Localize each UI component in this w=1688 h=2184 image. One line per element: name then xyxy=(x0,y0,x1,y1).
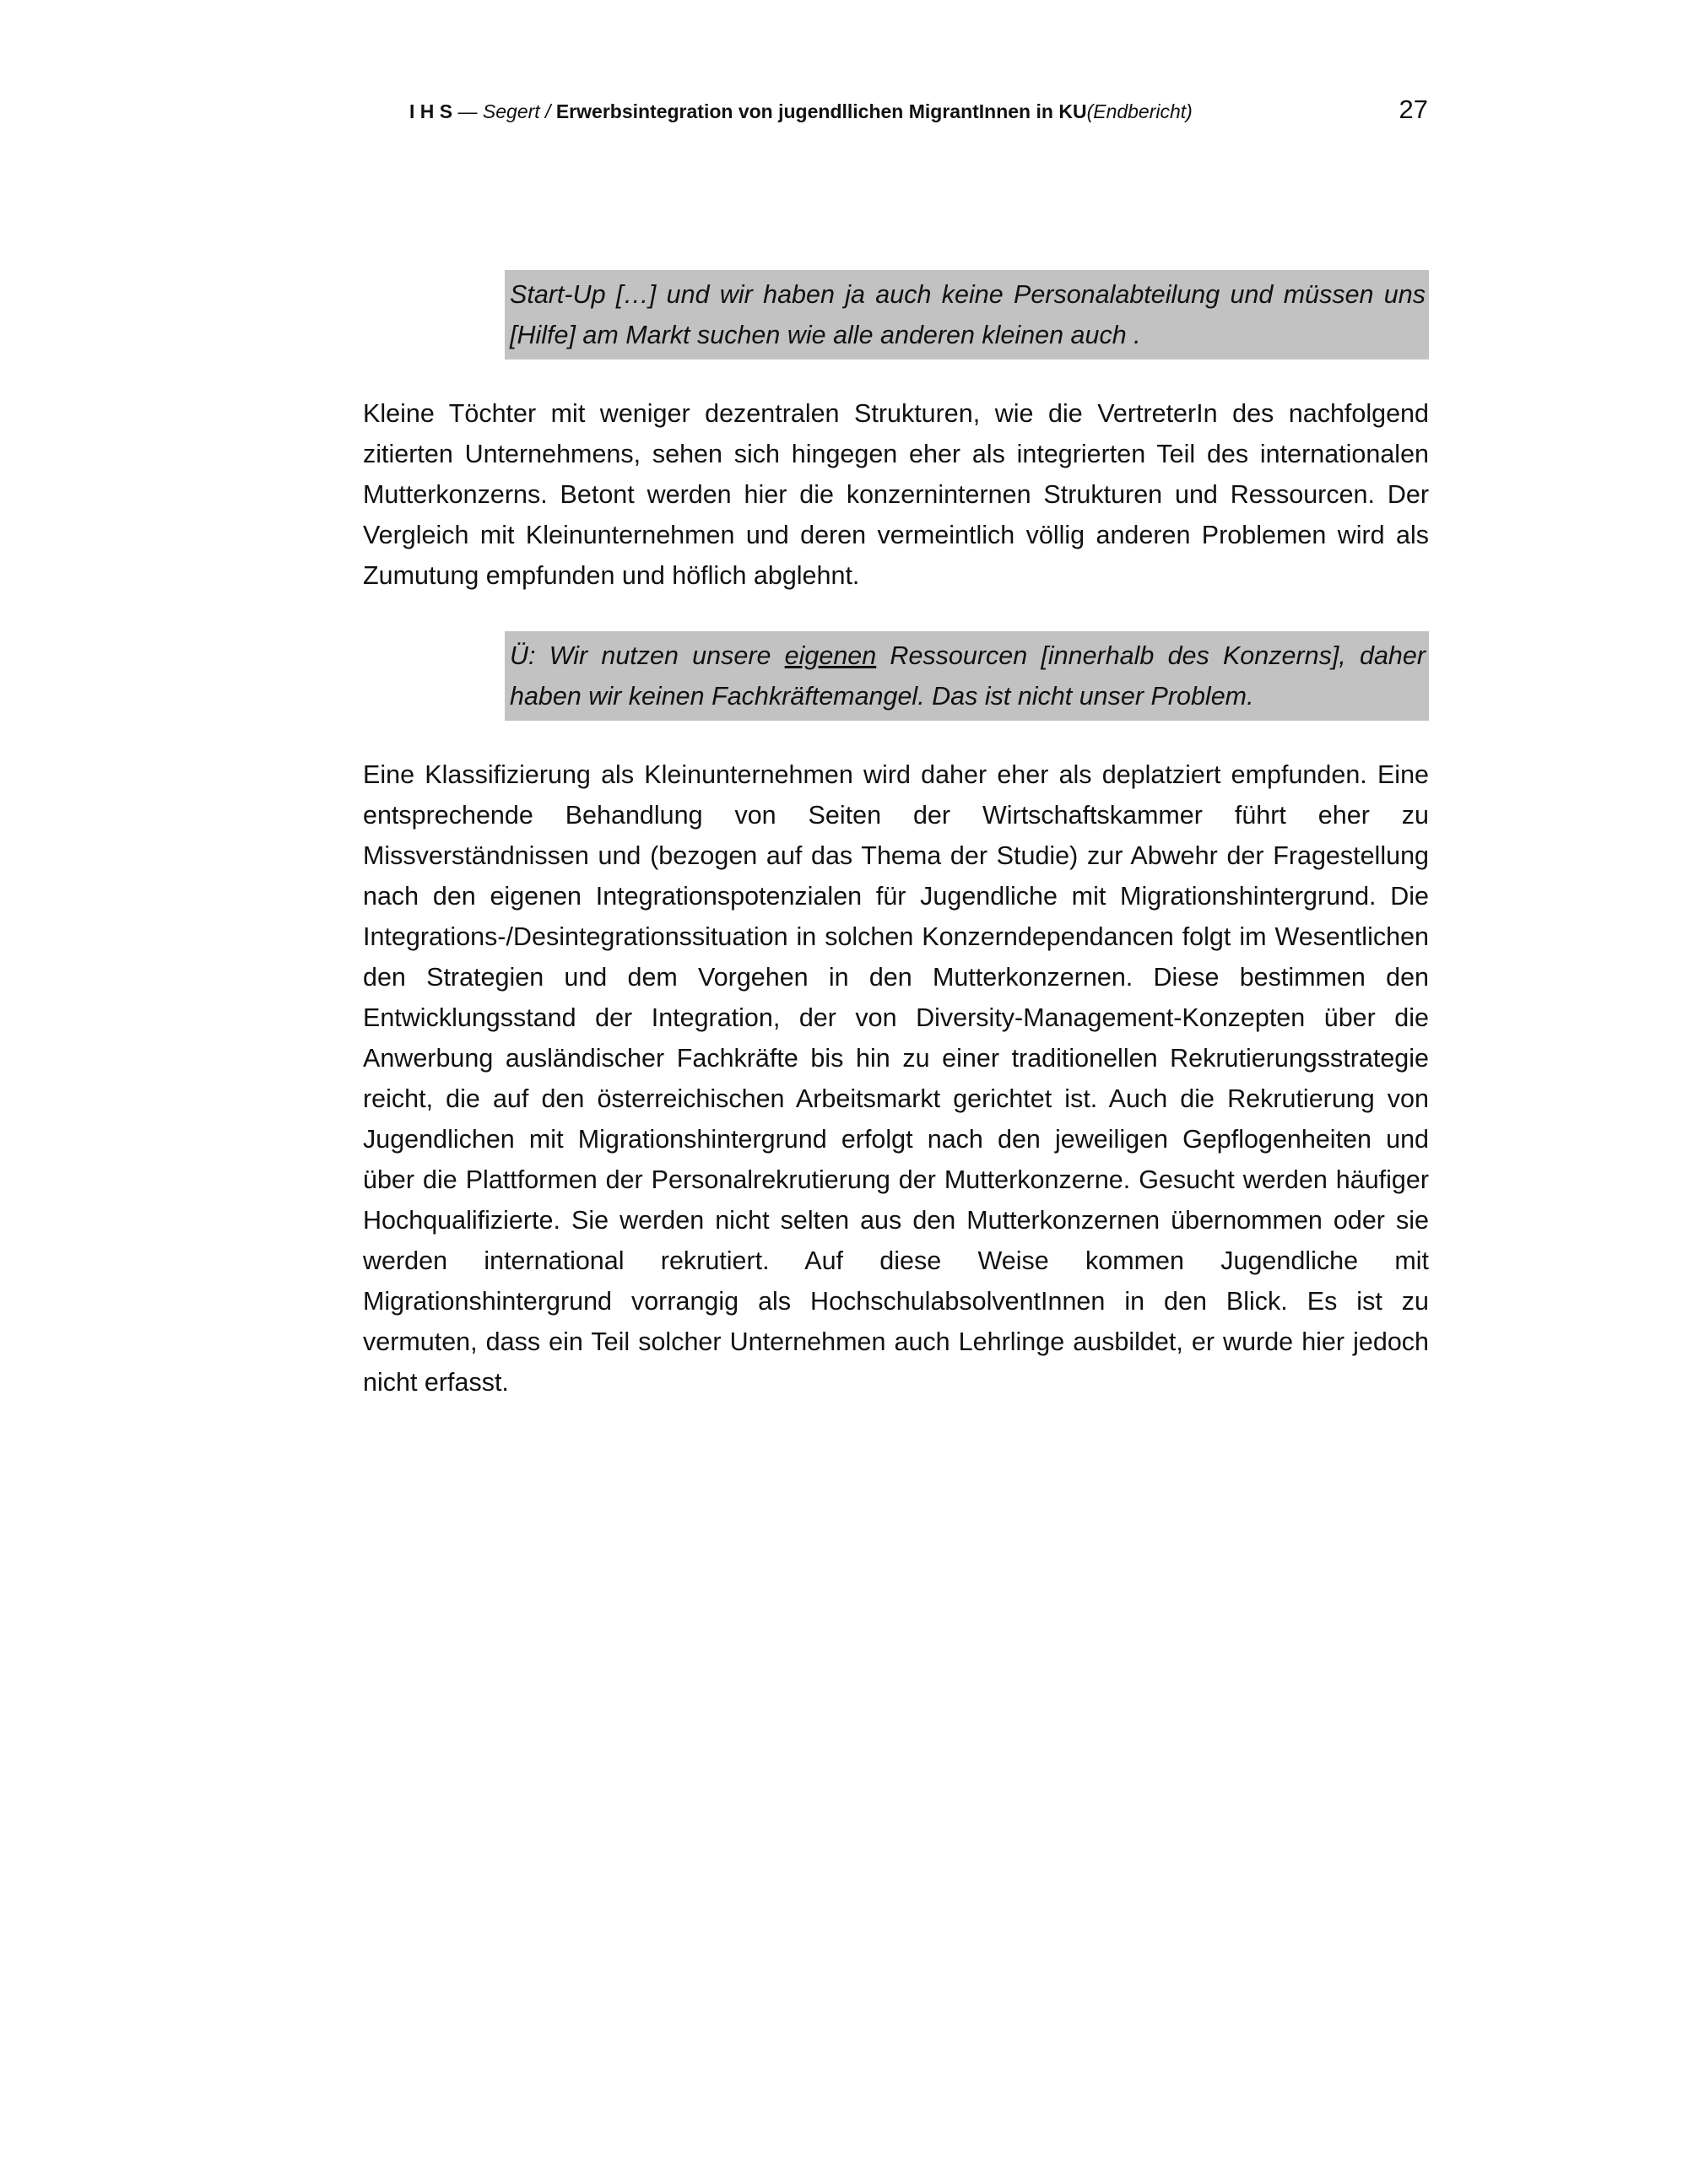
header-title: Erwerbsintegration von jugendllichen MigrantInnen in KU xyxy=(555,100,1087,122)
running-header xyxy=(409,99,1422,124)
page-number: 27 xyxy=(1399,95,1428,124)
quote-text-start: Ü: Wir nutzen unsere xyxy=(510,641,785,670)
header-slash: / xyxy=(539,100,556,122)
interview-quote xyxy=(505,631,1429,721)
body-paragraph: Kleine Töchter mit weniger dezentralen Strukturen, wie die VertreterIn des nachfolgend zitierten Unternehmens, sehen sich hingegen eher als integrierten Teil des internationalen Mutterkonzerns. Betont werden hier die konzerninternen Strukturen und Ressourcen. Der Vergleich mit Kleinunternehmen und deren vermeintlich völlig anderen Problemen wird als Zumutung empfunden und höflich abglehnt. xyxy=(363,399,1429,590)
body-paragraph: Eine Klassifizierung als Kleinunternehmen wird daher eher als deplatziert empfunden. Eine entsprechende Behandlung von Seiten der Wirtschaftskammer führt eher zu Missverständnissen und (bezogen auf das Thema der Studie) zur Abwehr der Fragestellung nach den eigenen Integrationspotenzialen für Jugendliche mit Migrationshintergrund. Die Integrations-/Desintegrationssituation in solchen Konzerndependancen folgt im Wesentlichen den Strategien und dem Vorgehen in den Mutterkonzernen. Diese bestimmen den Entwicklungsstand der Integration, der von Diversity-Management-Konzepten über die Anwerbung ausländischer Fachkräfte bis hin zu einer traditionellen Rekrutierungsstrategie reicht, die auf den österreichischen Arbeitsmarkt gerichtet ist. Auch die Rekrutierung von Jugendlichen mit Migrationshintergrund erfolgt nach den jeweiligen Gepflogenheiten und über die Plattformen der Personalrekrutierung der Mutterkonzerne. Gesucht werden häufiger Hochqualifizierte. Sie werden nicht selten aus den Mutterkonzernen übernommen oder sie werden international rekrutiert. Auf diese Weise kommen Jugendliche mit Migrationshintergrund vorrangig als HochschulabsolventInnen in den Blick. Es ist zu vermuten, dass ein Teil solcher Unternehmen auch Lehrlinge ausbildet, er wurde hier jedoch nicht erfasst. xyxy=(363,760,1429,1397)
quote-emphasis: eigenen xyxy=(784,641,877,670)
header-dash: — xyxy=(452,100,483,122)
quote-text xyxy=(510,635,1426,716)
interview-quote xyxy=(505,270,1429,359)
header-org: I H S xyxy=(409,100,453,122)
quote-text: Start-Up […] und wir haben ja auch keine Personalabteilung und müssen uns [Hilfe] am Markt suchen wie alle anderen kleinen auch . xyxy=(510,280,1426,349)
quote-text-end: Ressourcen [innerhalb des Konzerns], daher haben wir keinen Fachkräftemangel. Das ist nicht unser Problem. xyxy=(510,641,1426,711)
header-suffix: (Endbericht) xyxy=(1086,100,1193,122)
header-author: Segert xyxy=(482,100,540,122)
